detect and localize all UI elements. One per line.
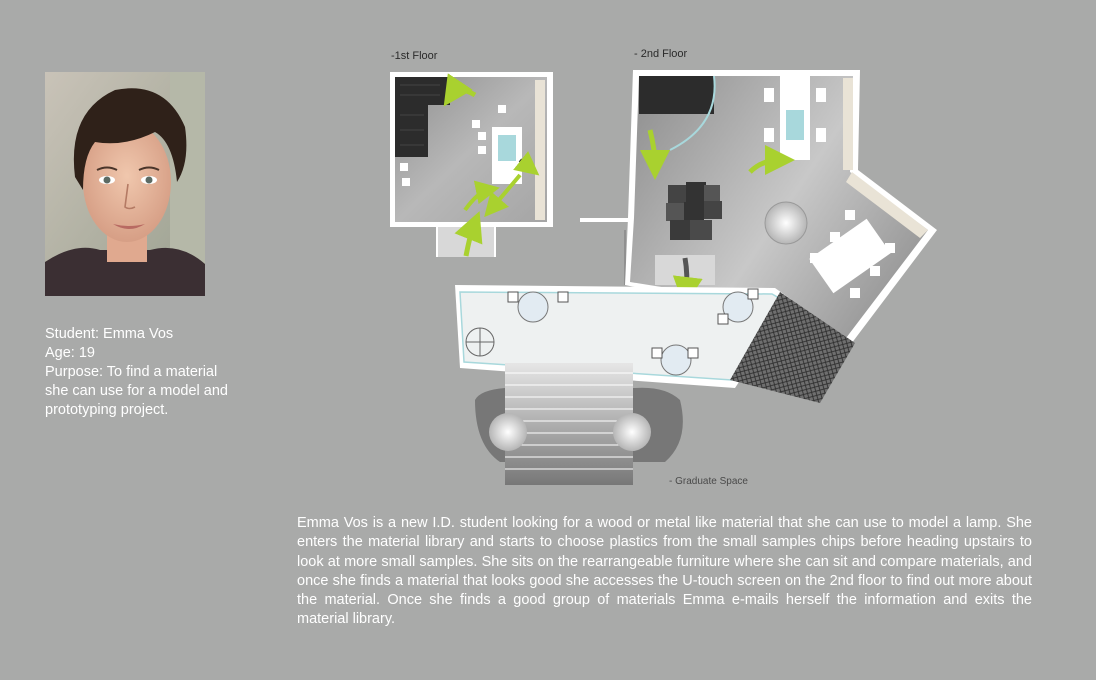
graduate-space-label: - Graduate Space [669, 476, 748, 487]
first-floor-label: -1st Floor [391, 50, 438, 62]
student-purpose-line-2: she can use for a model and [45, 383, 228, 399]
student-purpose-line-1: Purpose: To find a material [45, 364, 218, 380]
student-purpose-line-3: prototyping project. [45, 402, 169, 418]
first-floor-room [390, 72, 553, 227]
floor-plan [380, 60, 960, 490]
second-floor-label: - 2nd Floor [634, 48, 688, 60]
student-name: Student: Emma Vos [45, 326, 174, 342]
student-portrait [45, 72, 205, 296]
round-seat [765, 202, 807, 244]
narrative-text: Emma Vos is a new I.D. student looking for a wood or metal like material that she can use to model a lamp. She enters the material library and starts to choose plastics from the small samples chips before heading upstairs to look at more small samples. She sits on the rearrangeable furniture where she can sit and compare materials, and once she finds a material that looks good she accesses the U-touch screen on the 2nd floor to find out more about the material. Once she finds a good group of materials Emma e-mails herself the information and exits the material library. [297, 515, 1032, 628]
student-age: Age: 19 [45, 345, 95, 361]
first-floor-counter [535, 80, 545, 220]
first-floor-doors [437, 225, 495, 257]
persona-info [45, 325, 285, 420]
second-floor-shelves [639, 76, 714, 114]
